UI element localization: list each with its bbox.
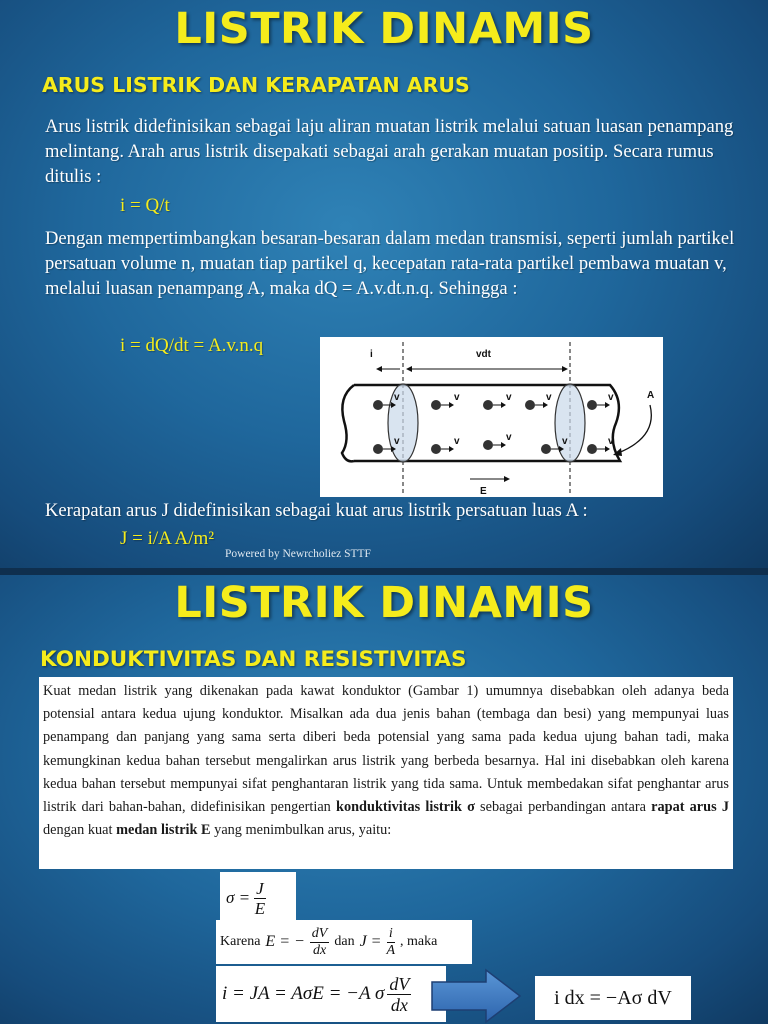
label-velocity: v: [608, 436, 614, 447]
right-arrow-icon: [430, 968, 522, 1024]
density-paragraph: Kerapatan arus J didefinisikan sebagai kuat arus listrik persatuan luas A :: [45, 500, 588, 521]
slide-1-title: LISTRIK DINAMIS: [174, 4, 594, 54]
equation-conductivity: [220, 872, 296, 922]
eq-density-fraction: [386, 927, 395, 958]
eq-lhs: i = JA = AσE = −A σ: [222, 983, 385, 1004]
label-velocity: v: [394, 436, 400, 447]
equation-current-expanded: [216, 966, 446, 1022]
slide-2-title: LISTRIK DINAMIS: [174, 578, 594, 628]
label-area: A: [647, 390, 655, 401]
label-velocity: v: [394, 392, 400, 403]
text-segment: Kuat medan listrik yang dikenakan pada kawat konduktor (Gambar 1) umumnya disebabkan oleh adanya beda potensial antara kedua ujung konduktor. Misalkan ada dua jenis bahan (tembaga dan besi) yang mempunyai luas penampang dan panjang yang sama serta diberi beda potensial yang sama pada kedua ujung bahan tadi, maka kemungkinan kedua bahan tersebut mengalirkan arus listrik yang berbeda besarnya. Hal ini disebabkan oleh karena kedua bahan tersebut mempunyai sifat penghantaran listrik yang tida sama. Untuk membedakan sifat penghantar arus listrik dari bahan-bahan, didefinisikan pengertian: [43, 683, 729, 816]
label-i: i: [370, 349, 373, 360]
eq-numerator: J: [256, 878, 264, 898]
eq-density-lhs: J =: [359, 933, 382, 950]
label-velocity: v: [454, 392, 460, 403]
definition-paragraph: Arus listrik didefinisikan sebagai laju aliran muatan listrik melalui satuan luasan penampang melintang. Arah arus listrik disepakati sebagai arah gerakan muatan positip. Secara rumus ditulis :: [45, 116, 734, 187]
term-electric-field: medan listrik E: [116, 822, 211, 839]
label-velocity: v: [546, 392, 552, 403]
formula-current-derivation: i = dQ/dt = A.v.n.q: [120, 335, 264, 356]
conductivity-text-box: [39, 677, 733, 869]
label-velocity: v: [608, 392, 614, 403]
slide-separator: [0, 568, 768, 575]
term-current-density: rapat arus J: [651, 799, 729, 816]
eq-numerator: i: [388, 925, 393, 941]
label-velocity: v: [506, 432, 512, 443]
slide-1-subtitle: ARUS LISTRIK DAN KERAPATAN ARUS: [42, 73, 470, 97]
eq-field-fraction: [310, 927, 330, 958]
footer-credit: Powered by Newrcholiez STTF: [225, 548, 371, 560]
eq-denominator: E: [254, 898, 266, 918]
label-velocity: v: [454, 436, 460, 447]
conductor-diagram-svg: [320, 337, 663, 497]
formula-current-density: J = i/A A/m²: [120, 528, 215, 549]
formula-current: i = Q/t: [120, 195, 170, 216]
eq-word-karena: Karena: [220, 934, 261, 949]
eq-fraction: [387, 975, 411, 1014]
eq-fraction: [254, 880, 266, 917]
eq-lhs: σ =: [226, 888, 251, 907]
eq-word-dan: dan: [334, 934, 355, 949]
equation-field-and-density: [216, 920, 472, 964]
eq-denominator: dx: [312, 942, 327, 958]
label-field: E: [480, 486, 487, 497]
label-vdt: vdt: [476, 349, 491, 360]
equation-result: i dx = −Aσ dV: [535, 976, 691, 1020]
label-velocity: v: [506, 392, 512, 403]
conductor-diagram: [320, 337, 663, 497]
label-velocity: v: [562, 436, 568, 447]
eq-word-maka: , maka: [400, 934, 438, 949]
text-segment: yang menimbulkan arus, yaitu:: [210, 822, 392, 839]
text-segment: sebagai perbandingan antara: [474, 799, 652, 816]
eq-denominator: dx: [390, 994, 408, 1015]
eq-denominator: A: [386, 942, 396, 958]
term-conductivity: konduktivitas listrik σ: [336, 799, 475, 816]
derivation-paragraph: Dengan mempertimbangkan besaran-besaran dalam medan transmisi, seperti jumlah partikel persatuan volume n, muatan tiap partikel q, kecepatan rata-rata partikel pembawa muatan v, melalui luasan penampang A, maka dQ = A.v.dt.n.q. Sehingga :: [45, 228, 735, 299]
text-segment: dengan kuat: [43, 822, 117, 839]
eq-field-lhs: E = −: [265, 933, 305, 950]
eq-numerator: dV: [389, 973, 410, 994]
eq-numerator: dV: [311, 925, 328, 941]
slide-2-subtitle: KONDUKTIVITAS DAN RESISTIVITAS: [40, 647, 467, 672]
